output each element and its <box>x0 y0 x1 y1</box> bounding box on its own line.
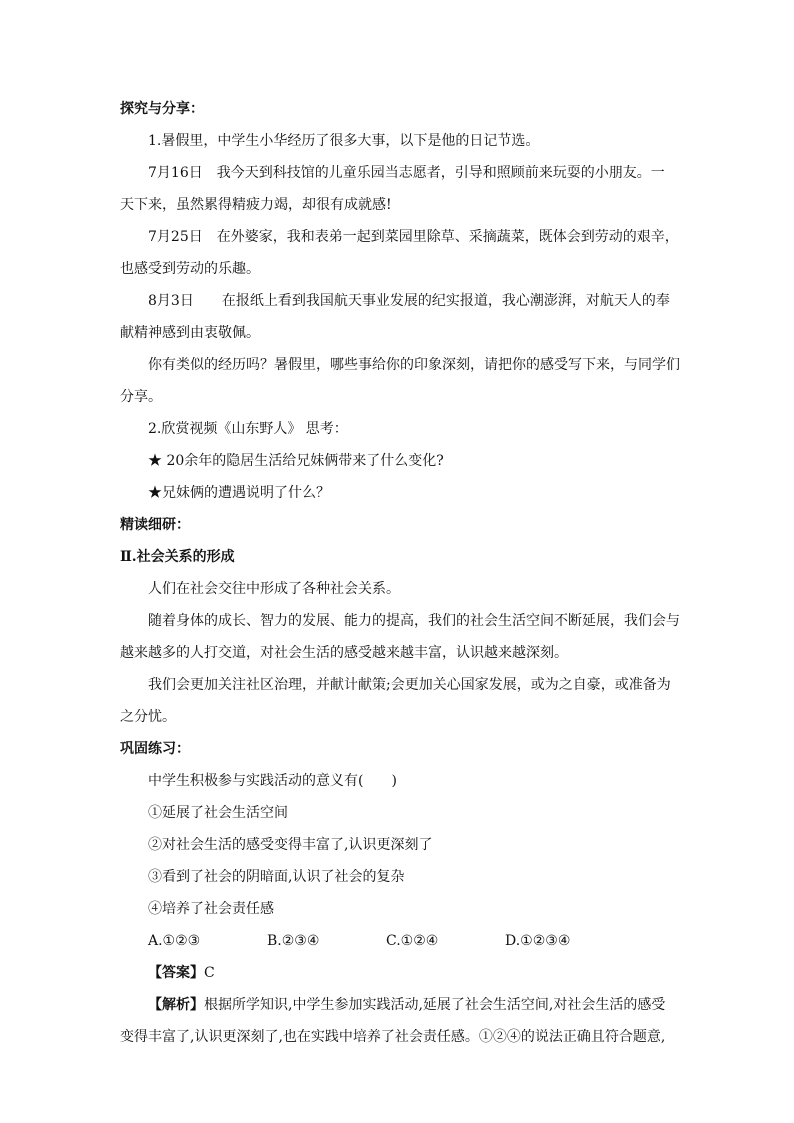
diary-entry-3-line-2: 献精神感到由衷敬佩。 <box>120 325 260 341</box>
diary-entry-3-line-1 <box>120 286 680 316</box>
option-3: ③看到了社会的阴暗面,认识了社会的复杂 <box>148 869 405 885</box>
diary-entry-1-text: 我今天到科技馆的儿童乐园当志愿者，引导和照顾前来玩耍的小朋友。一 <box>216 165 665 181</box>
choice-a: A.①②③ <box>148 933 201 949</box>
paragraph-3-line-1: 我们会更加关注社区治理，并献计献策;会更加关心国家发展，或为之自豪，或准备为 <box>148 677 671 693</box>
diary-entry-3-date: 8月3日 <box>148 293 194 309</box>
analysis-line-2: 变得丰富了,认识更深刻了,也在实践中培养了社会责任感。①②④的说法正确且符合题意, <box>120 1029 666 1045</box>
answer-label: 【答案】 <box>148 965 204 981</box>
choice-b: B.②③④ <box>267 933 320 949</box>
question-1-prompt-line-1: 你有类似的经历吗？暑假里，哪些事给你的印象深刻，请把你的感受写下来，与同学们 <box>148 357 680 373</box>
diary-entry-2-date: 7月25日 <box>148 229 203 245</box>
analysis-label: 【解析】 <box>148 997 204 1013</box>
diary-entry-2-line-1 <box>120 222 680 252</box>
paragraph-1: 人们在社会交往中形成了各种社会关系。 <box>148 581 400 597</box>
question-2-intro: 2.欣赏视频《山东野人》 思考： <box>148 421 348 437</box>
diary-entry-1-date: 7月16日 <box>148 165 203 181</box>
section-heading-explore: 探究与分享： <box>120 101 204 117</box>
option-1: ①延展了社会生活空间 <box>148 805 288 821</box>
subheading-social-relations: Ⅱ.社会关系的形成 <box>120 549 235 565</box>
diary-entry-2-text: 在外婆家，我和表弟一起到菜园里除草、采摘蔬菜，既体会到劳动的艰辛， <box>216 229 679 245</box>
question-1-prompt-line-2: 分享。 <box>120 389 162 405</box>
paragraph-3-line-2: 之分忧。 <box>120 709 176 725</box>
choice-c: C.①②④ <box>386 933 439 949</box>
section-heading-practice: 巩固练习： <box>120 741 190 757</box>
analysis-text-1: 根据所学知识,中学生参加实践活动,延展了社会生活空间,对社会生活的感受 <box>204 997 666 1013</box>
diary-entry-1-line-2: 天下来，虽然累得精疲力竭，却很有成就感! <box>120 197 392 213</box>
diary-entry-2-line-2: 也感受到劳动的乐趣。 <box>120 261 260 277</box>
document-page <box>120 92 680 1052</box>
question-2-item-2: ★兄妹俩的遭遇说明了什么？ <box>148 485 330 501</box>
option-4: ④培养了社会责任感 <box>148 901 274 917</box>
practice-question: 中学生积极参与实践活动的意义有( ) <box>148 773 397 789</box>
question-1-intro: 1.暑假里，中学生小华经历了很多大事，以下是他的日记节选。 <box>148 133 540 149</box>
diary-entry-3-text: 在报纸上看到我国航天事业发展的纪实报道，我心潮澎湃，对航天人的奉 <box>221 293 670 309</box>
paragraph-2-line-2: 越来越多的人打交道，对社会生活的感受越来越丰富，认识越来越深刻。 <box>120 645 568 661</box>
answer-line <box>120 958 680 988</box>
option-2: ②对社会生活的感受变得丰富了,认识更深刻了 <box>148 837 433 853</box>
section-heading-close-reading: 精读细研： <box>120 517 190 533</box>
question-2-item-1: ★ 20余年的隐居生活给兄妹俩带来了什么变化? <box>148 453 444 469</box>
answer-value: C <box>204 965 215 981</box>
choice-d: D.①②③④ <box>505 933 571 949</box>
answer-choices <box>120 926 680 956</box>
diary-entry-1-line-1 <box>120 158 680 188</box>
paragraph-2-line-1: 随着身体的成长、智力的发展、能力的提高，我们的社会生活空间不断延展，我们会与 <box>148 613 680 629</box>
analysis-line-1 <box>120 990 680 1020</box>
